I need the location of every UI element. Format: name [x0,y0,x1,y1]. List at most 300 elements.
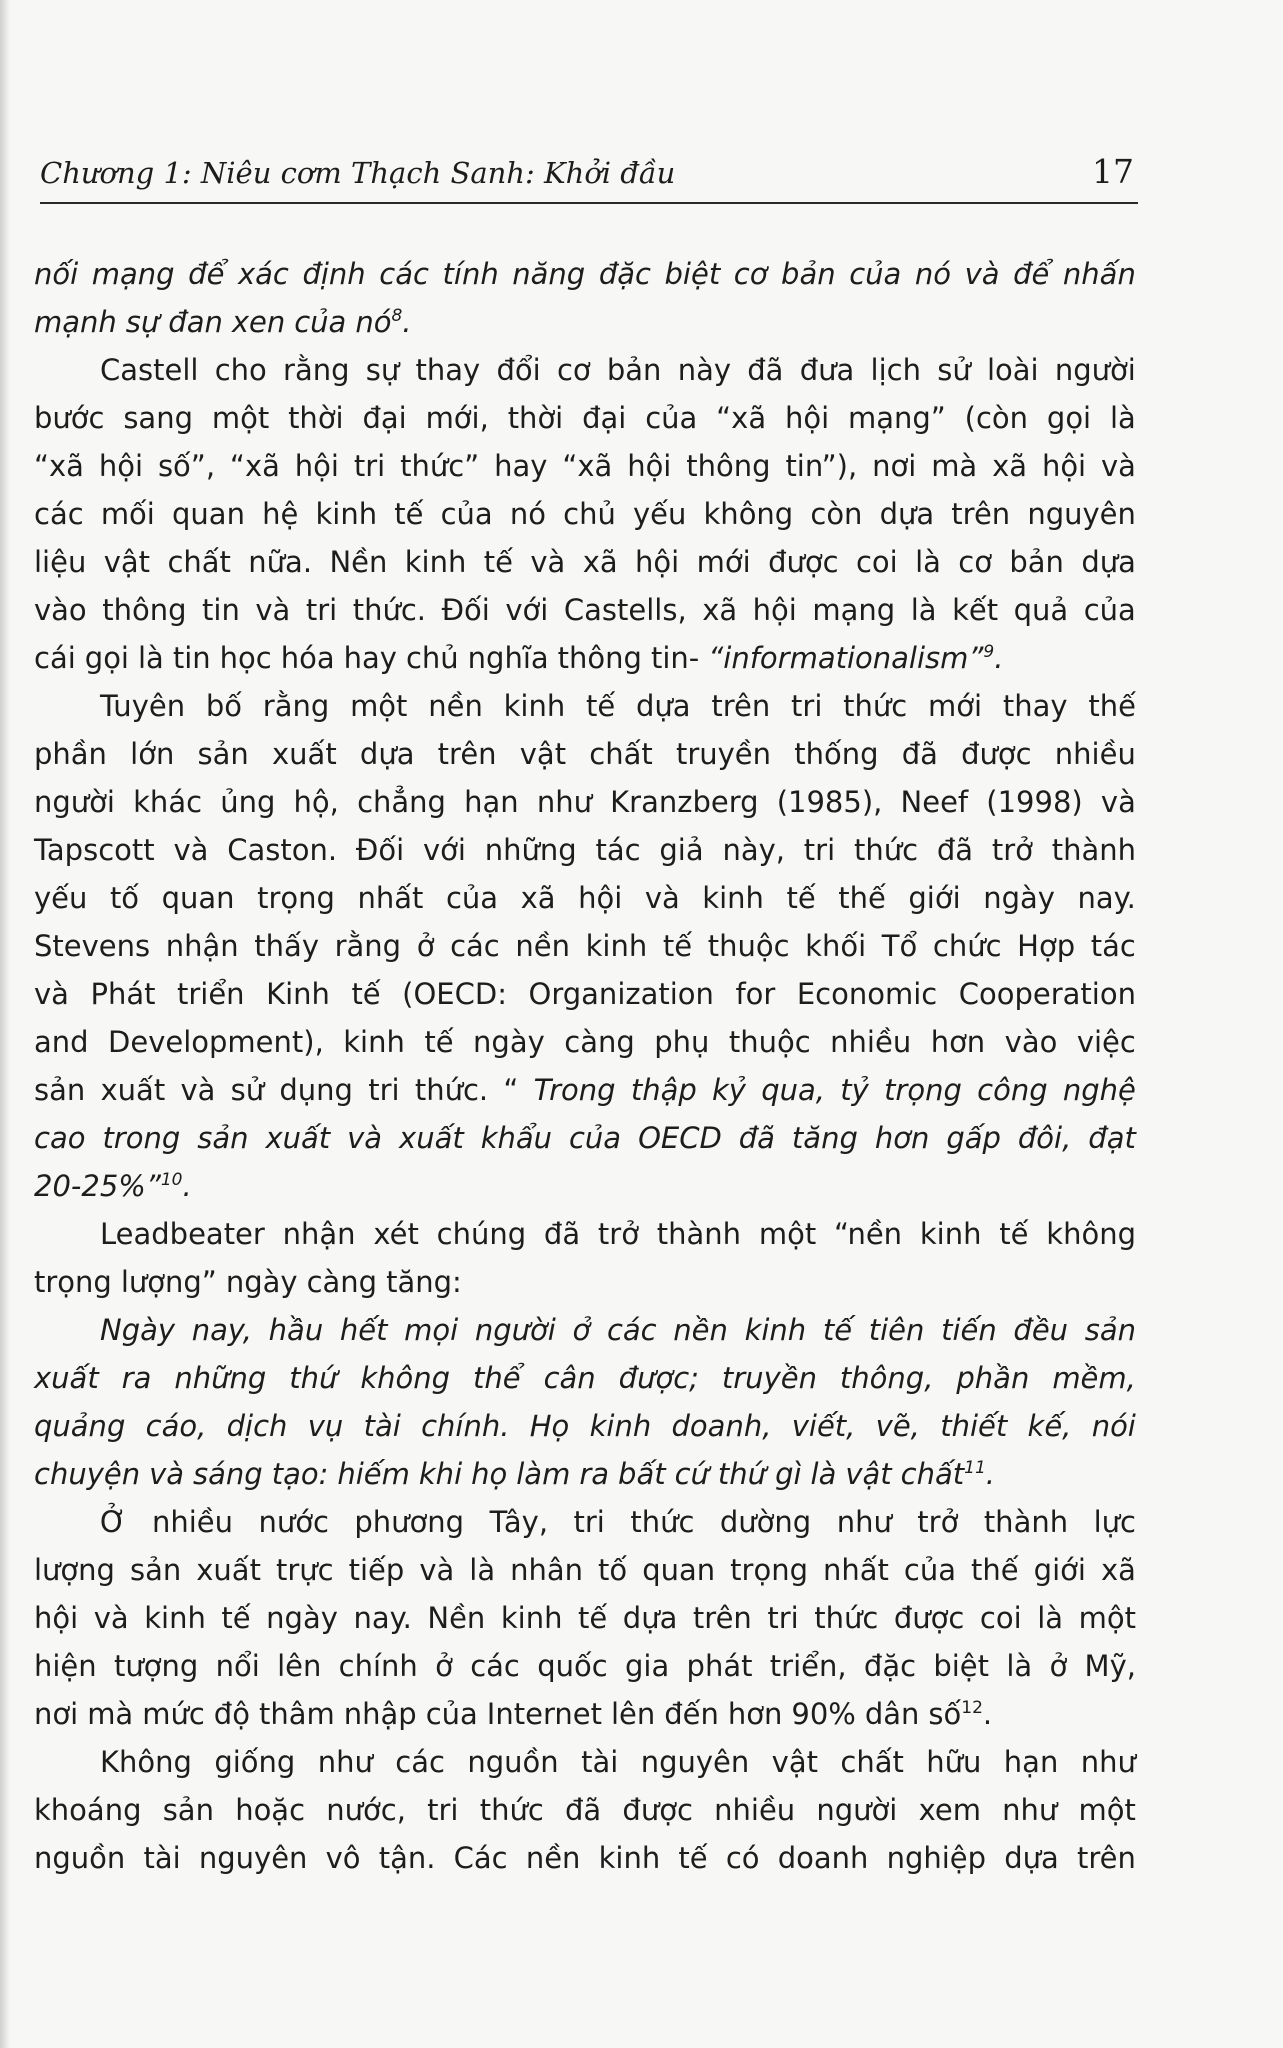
word: và [644,881,680,915]
word: nghiệp [886,1841,987,1875]
word: mối [100,497,155,531]
word: tin [172,641,211,675]
word: thành [656,1217,742,1251]
word: phụ [654,1025,710,1059]
word: viết, [791,1409,856,1443]
word: thức. [414,1073,489,1107]
word: thức. [352,593,427,627]
word: nhập [343,1697,417,1731]
word: còn [810,497,863,531]
word: tiên [868,1313,925,1347]
word: quan [172,497,245,531]
word: là [469,1553,496,1587]
word: cơ [958,545,992,579]
word: nguyên [1027,497,1136,531]
word: tác [1090,929,1136,963]
word: nữa. [248,545,313,579]
text-line [34,1066,1136,1114]
text-line [34,1738,1136,1786]
word: Tuyên [100,689,186,723]
word: của [294,305,347,339]
word: chất$^{11}$. [900,1457,995,1491]
word: nền [428,689,483,723]
word: truyền [721,1361,817,1395]
word: và [255,593,291,627]
word: tế [999,1217,1029,1251]
word: cho [214,353,267,387]
word: kinh [144,1601,206,1635]
word: lớn [130,737,175,771]
word: hộ, [293,785,339,819]
word: là [1037,1601,1064,1635]
word: mức [142,1697,205,1731]
text-line [34,1162,1136,1210]
word: một [211,401,270,435]
word: nguyên [640,1745,750,1779]
word: hay [494,449,548,483]
word: nguồn [467,1745,559,1779]
spine-shadow [0,0,10,2048]
word: định [302,257,366,291]
word: như [1002,1793,1058,1827]
word: đã [543,1217,581,1251]
word: tin [202,593,240,627]
word: nhất [357,881,424,915]
word: làm [516,1457,571,1491]
word: giả [659,833,704,867]
word: tính [442,257,499,291]
word: OECD [638,1121,722,1155]
word: thức [843,689,908,723]
word: đều [1013,1313,1069,1347]
word: tạo: [271,1457,329,1491]
word: thông [557,641,642,675]
word: vật [103,545,151,579]
word: dựa [879,497,935,531]
word: một [758,1217,817,1251]
word: và [1100,785,1136,819]
word: thời [507,401,564,435]
word: phần [34,737,107,771]
word: nhiều [714,1793,796,1827]
word: thế [838,881,886,915]
word: trọng [34,1265,112,1299]
word: quảng [34,1409,126,1443]
word: là [138,641,164,675]
word: một [350,689,408,723]
word: dường [719,1505,812,1539]
word: hơn [930,1025,986,1059]
word: đưa [799,353,855,387]
word: Tây, [489,1505,549,1539]
word: của [849,257,902,291]
text-line [34,1642,1136,1690]
word: đã [901,737,938,771]
word: được [768,545,839,579]
word: mới, [425,401,489,435]
word: cáo, [145,1409,207,1443]
word: giới [908,881,961,915]
word: kỷ [712,1073,746,1107]
word: số$^{12}$. [928,1697,993,1731]
word: với [422,833,466,867]
word: nay, [191,1313,252,1347]
word: và [149,1457,185,1491]
word: biệt [933,1649,990,1683]
word: nguyên [198,1841,308,1875]
word: người [816,1793,898,1827]
text-line [34,442,1136,490]
word: hội [294,449,339,483]
word: tận. [378,1841,436,1875]
word: mạng [812,593,896,627]
text-line [34,490,1136,538]
word: sản [34,1073,86,1107]
word: vô [325,1841,361,1875]
word: nền [673,1313,728,1347]
text-line [34,1306,1136,1354]
word: thế [1088,689,1136,723]
word: chất [840,1745,904,1779]
word: (OECD: [402,977,507,1011]
word: thế [971,1553,1019,1587]
word: kinh [404,545,467,579]
word: xã [520,881,556,915]
word: một [1078,1793,1136,1827]
word: hội [627,449,672,483]
word: lượng” [120,1265,217,1299]
word: “xã [229,449,280,483]
word: chất [167,545,231,579]
text-line [34,970,1136,1018]
word: các [450,929,500,963]
word: xã [702,593,738,627]
word: lên [610,1697,656,1731]
word: tri [791,689,823,723]
text-line [34,1210,1136,1258]
text-line [34,586,1136,634]
word: càng [306,1265,378,1299]
word: mà [87,1697,134,1731]
word: vật [771,1745,818,1779]
text-line [34,1594,1136,1642]
word: Ngày [100,1313,176,1347]
word: xem [918,1793,981,1827]
footnote-ref: 9 [983,642,995,662]
text-line [34,1258,1136,1306]
word: thức [479,1793,544,1827]
word: rằng [262,689,330,723]
word: là [810,1457,837,1491]
word: gì [775,1457,802,1491]
word: hội [578,881,623,915]
word: năng [512,257,586,291]
word: dụng [279,1073,353,1107]
word: thức” [400,449,480,483]
word: nhân [510,1553,584,1587]
word: nhất [823,1553,889,1587]
word: tiếp [348,1553,405,1587]
word: ở [416,929,435,963]
word: đổi [496,353,541,387]
word: trở [917,1505,959,1539]
word: nhận [282,1217,356,1251]
word: những [484,833,577,867]
word: nó [509,497,546,531]
word: giới [1033,1553,1086,1587]
word: giống [214,1745,296,1779]
word: xét [373,1217,419,1251]
word: thuộc [707,929,790,963]
word: mà [931,449,978,483]
word: trở [597,1217,639,1251]
word: được; [618,1361,699,1395]
word: nước, [326,1793,406,1827]
word: Neef [900,785,969,819]
word: thống [794,737,879,771]
footnote-ref: 8 [391,306,403,326]
word: chất [589,737,653,771]
word: dựa [1081,545,1136,579]
word: các [470,1649,520,1683]
text-line [34,1834,1136,1882]
word: phần [956,1361,1030,1395]
word: thành [1051,833,1136,867]
word: chuyện [34,1457,141,1491]
word: người [474,1313,556,1347]
word: liệu [34,545,87,579]
word: Kinh [266,977,330,1011]
word: đan [168,305,223,339]
word: trên [692,1601,752,1635]
word: bước [34,401,105,435]
word: thời [288,401,344,435]
word: các [395,1745,445,1779]
word: để [1013,257,1050,291]
word: nhiều [151,1505,233,1539]
word: hầu [268,1313,324,1347]
word: tác [595,833,641,867]
word: các [379,257,429,291]
word: tế [424,1025,454,1059]
word: kinh [503,689,566,723]
word: vào [34,593,87,627]
word: hết [339,1313,388,1347]
text-line [34,1690,1136,1738]
word: chính [338,1649,418,1683]
word: dựa [636,689,691,723]
word: bố [205,689,243,723]
word: Economic [796,977,938,1011]
word: triển, [769,1649,847,1683]
word: trên [711,689,771,723]
word: không [1046,1217,1136,1251]
word: Tapscott [34,833,155,867]
word: rằng [334,929,402,963]
word: tri [353,449,386,483]
word: thứ [289,1361,338,1395]
footnote-ref: 12 [961,1698,983,1718]
word: hội [784,401,830,435]
text-line [34,1114,1136,1162]
text-line [34,1450,1136,1498]
text-line [34,874,1136,922]
word: lực [1093,1505,1136,1539]
word: chủ [563,497,616,531]
word: ở [435,1649,453,1683]
word: Mỹ, [1084,1649,1136,1683]
word: thuộc [728,1025,811,1059]
word: tri [803,833,836,867]
word: trên [437,737,497,771]
word: tượng [113,1649,199,1683]
word: dân [864,1697,920,1731]
word: “nền [834,1217,903,1251]
word: đã [747,353,784,387]
chapter-title: Chương 1: Niêu cơm Thạch Sanh: Khởi đầu [40,156,676,190]
word: dựa [359,737,415,771]
text-line [34,346,1136,394]
word: xuất [265,1121,331,1155]
word: gia [624,1649,670,1683]
word: nghệ [1062,1073,1136,1107]
word: “xã [34,449,84,483]
word: nghĩa [467,641,549,675]
word: thông, [839,1361,934,1395]
word: truyền [675,737,772,771]
word: kinh [744,1313,807,1347]
word: tế [483,545,513,579]
word: hiếm [337,1457,410,1491]
word: như [536,785,592,819]
word: sản [1084,1313,1136,1347]
word: thay [1002,689,1068,723]
word: tin- [650,641,700,675]
word: như [317,1745,373,1779]
word: tố [598,1553,628,1587]
word: tri [427,1793,459,1827]
word: và [964,257,1000,291]
word: thứ [717,1457,767,1491]
word: thể [473,1361,521,1395]
text-line [34,1546,1136,1594]
word: Castells, [563,593,687,627]
word: Ở [100,1505,127,1539]
word: sự [365,353,400,387]
word: Trong [533,1073,616,1107]
word: nhiều [1054,737,1136,771]
word: for [735,977,776,1011]
word: cái [34,641,76,675]
word: chúng [436,1217,527,1251]
word: nền [515,929,570,963]
word: tài [143,1841,181,1875]
word: cân [543,1361,596,1395]
word: hạn [1003,1745,1059,1779]
word: như [1080,1745,1136,1779]
word: kết [952,593,999,627]
text-line [34,1402,1136,1450]
word: gấp [946,1121,1001,1155]
word: khoáng [34,1793,142,1827]
word: lượng [34,1553,115,1587]
word: trọng [884,1073,962,1107]
word: xuất [196,1553,261,1587]
word: trở [991,833,1033,867]
word: mạng” [847,401,946,435]
word: và [180,1073,216,1107]
word: được [622,1793,693,1827]
word: trọng [257,881,335,915]
word: chủ [405,641,459,675]
word: cao [34,1121,86,1155]
text-line [34,778,1136,826]
word: độ [213,1697,250,1731]
word: tài [581,1745,619,1779]
word: tăng: [386,1265,462,1299]
word: Organization [528,977,714,1011]
word: Kranzberg [610,785,759,819]
word: thấy [254,929,319,963]
word: thông [102,593,187,627]
word: trong [102,1121,181,1155]
word: “ [503,1073,519,1107]
footnote-ref: 10 [160,1170,183,1190]
word: hội [34,1601,79,1635]
word: đến [664,1697,719,1731]
word: xác [237,257,289,291]
word: tài [363,1409,401,1443]
word: xuất [34,1361,99,1395]
word: kinh [702,881,764,915]
word: gọi [84,641,129,675]
word: ngày [473,1025,545,1059]
word: các [606,1313,657,1347]
word: có [725,1841,760,1875]
word: ra [579,1457,610,1491]
word: vật [519,737,567,771]
word: vụ [307,1409,344,1443]
text-line [34,250,1136,298]
text-line [34,730,1136,778]
word: người [1054,353,1136,387]
word: sự [125,305,160,339]
word: coi [979,1601,1022,1635]
word: được [961,737,1032,771]
word: khi [418,1457,463,1491]
word: bản [606,353,662,387]
word: để [188,257,225,291]
word: sản [197,737,249,771]
word: ra [121,1361,152,1395]
text-line [34,634,1136,682]
word: được [893,1601,965,1635]
word: này [677,353,732,387]
word: cơ [733,257,768,291]
text-line [34,394,1136,442]
word: mạng [91,257,175,291]
word: ở [1049,1649,1068,1683]
word: thiết [940,1409,1008,1443]
word: quốc [537,1649,608,1683]
word: sản [197,1121,249,1155]
word: loài [986,353,1039,387]
word: thâm [258,1697,335,1731]
word: (còn [964,401,1029,435]
word: của [425,1697,478,1731]
word: ngày [266,1601,338,1635]
word: (1985), [776,785,883,819]
